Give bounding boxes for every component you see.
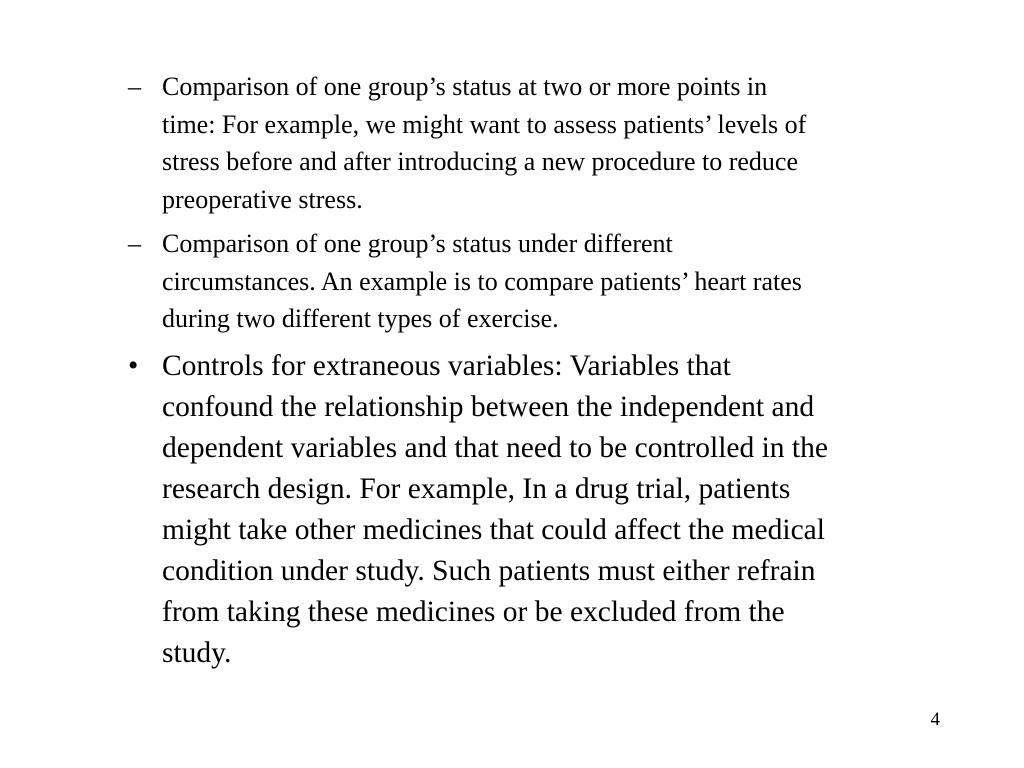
- text-line: Controls for extraneous variables: Variables that: [162, 350, 731, 382]
- text-line: study.: [162, 637, 232, 669]
- text-line: from taking these medicines or be excluded from the: [162, 596, 785, 628]
- sub-bullet-comparison-time-points: [128, 68, 948, 218]
- bullet-controls-extraneous-variables: [128, 346, 948, 674]
- round-bullet-marker: •: [128, 350, 139, 382]
- text-line: condition under study. Such patients must either refrain: [162, 555, 816, 587]
- bullet-text: [162, 225, 948, 338]
- text-line: research design. For example, In a drug trial, patients: [162, 473, 791, 505]
- text-line: Comparison of one group’s status under different: [162, 229, 673, 258]
- text-line: might take other medicines that could affect the medical: [162, 514, 825, 546]
- text-line: circumstances. An example is to compare patients’ heart rates: [162, 266, 802, 296]
- text-line: Comparison of one group’s status at two or more points in: [162, 72, 768, 101]
- text-line: time: For example, we might want to assess patients’ levels of: [162, 109, 807, 139]
- text-line: stress before and after introducing a new procedure to reduce: [162, 147, 798, 176]
- bullet-text: [162, 346, 948, 674]
- text-line: dependent variables and that need to be controlled in the: [162, 432, 828, 464]
- dash-bullet-marker: –: [128, 72, 141, 101]
- bullet-text: [162, 68, 948, 218]
- sub-bullet-comparison-circumstances: [128, 225, 948, 338]
- text-line: preoperative stress.: [162, 184, 363, 214]
- page-number: 4: [930, 709, 940, 730]
- text-line: during two different types of exercise.: [162, 304, 559, 333]
- text-line: confound the relationship between the independent and: [162, 391, 815, 423]
- dash-bullet-marker: –: [128, 229, 141, 258]
